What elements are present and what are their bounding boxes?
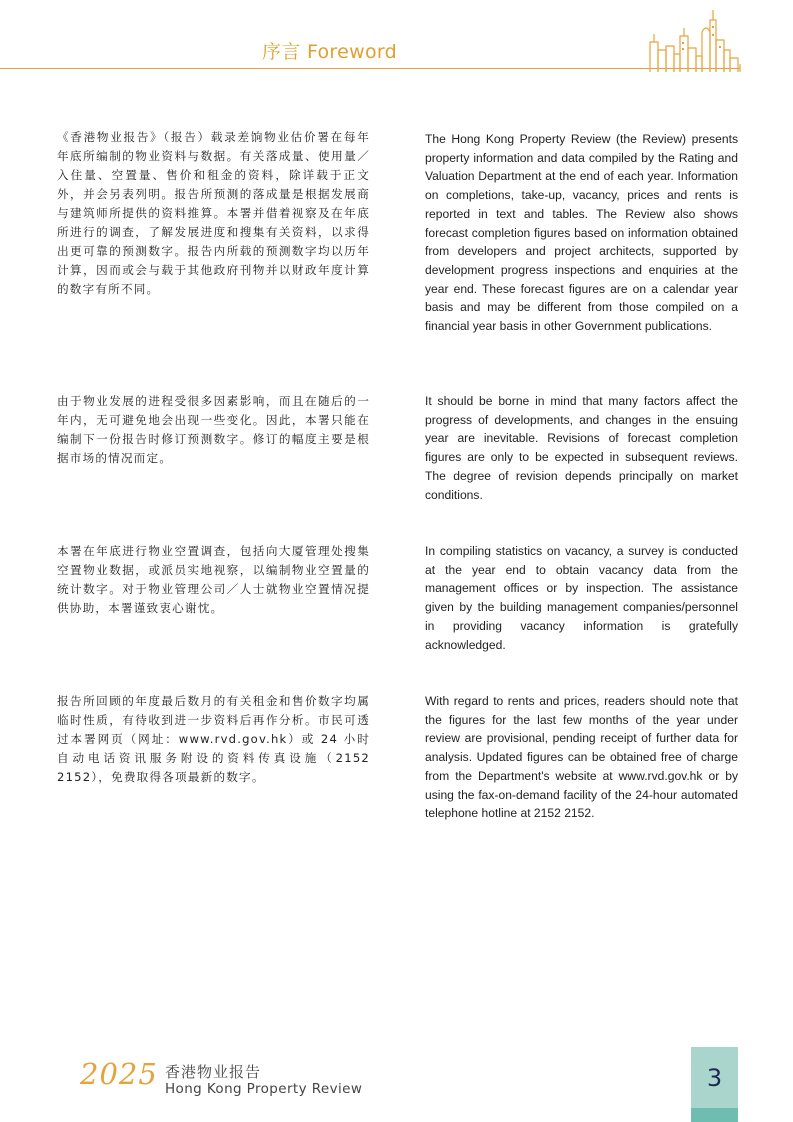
city-skyline-icon [646,6,746,74]
revision-paragraph-en: It should be borne in mind that many factors affect the progress of developments, and changes in the ensuing year are inevitable. Revisions of forecast completion figures are only to be expected in subsequent reviews. The degree of revision depends principally on market conditions. [425,394,738,502]
footer-title-en: Hong Kong Property Review [165,1081,363,1097]
footer-year: 2025 [80,1057,158,1091]
revision-paragraph-zh: 由于物业发展的进程受很多因素影响，而且在随后的一年内，无可避免地会出现一些变化。因此，本署只能在编制下一份报告时修订预测数字。修订的幅度主要是根据市场的情况而定。 [57,394,370,465]
vacancy-paragraph-zh: 本署在年底进行物业空置调查，包括向大厦管理处搜集空置物业数据，或派员实地视察，以编制物业空置量的统计数字。对于物业管理公司／人士就物业空置情况提供协助，本署谨致衷心谢忱。 [57,544,370,615]
page-title: 序言 Foreword [262,41,398,63]
footer-title-zh: 香港物业报告 [165,1063,262,1081]
page-number: 3 [706,1064,723,1092]
intro-paragraph-zh: 《香港物业报告》（报告）载录差饷物业估价署在每年年底所编制的物业资料与数据。有关落成量、使用量／入住量、空置量、售价和租金的资料，除详载于正文外，并会另表列明。报告所预测的落成量是根据发展商与建筑师所提供的资料推算。本署并借着视察及在年底所进行的调查，了解发展进度和搜集有关资料，以求得出更可靠的预测数字。报告内所载的预测数字均以历年计算，因而或会与载于其他政府刊物并以财政年度计算的数字有所不同。 [57,130,370,296]
rents-prices-paragraph-en: With regard to rents and prices, readers should note that the figures for the last few months of the year under review are provisional, pending receipt of further data for analysis. Updated figures can be obtained free of charge from the Department's website at www.rvd.gov.hk or by using the fax-on-demand facility of the 24-hour automated telephone hotline at 2152 2152. [425,694,738,821]
vacancy-paragraph-en: In compiling statistics on vacancy, a survey is conducted at the year end to obtain vacancy data from the management offices or by inspection. The assistance given by the building management companies/personnel in providing vacancy information is gratefully acknowledged. [425,544,738,652]
rents-prices-paragraph-zh: 报告所回顾的年度最后数月的有关租金和售价数字均属临时性质，有待收到进一步资料后再作分析。市民可透过本署网页（网址：www.rvd.gov.hk）或 24 小时自动电话资讯服务附设的资料传真设施（2152 2152），免费取得各项最新的数字。 [57,694,370,784]
header-divider [0,68,740,69]
page-number-box-accent [691,1108,738,1122]
intro-paragraph-en: The Hong Kong Property Review (the Review) presents property information and data compiled by the Rating and Valuation Department at the end of each year. Information on completions, take-up, vacancy, prices and rents is reported in text and tables. The Review also shows forecast completion figures based on information obtained from developers and project architects, supported by development progress inspections and enquiries at the year end. These forecast figures are on a calendar year basis and may be different from those compiled on a financial year basis in other Government publications. [425,132,738,334]
